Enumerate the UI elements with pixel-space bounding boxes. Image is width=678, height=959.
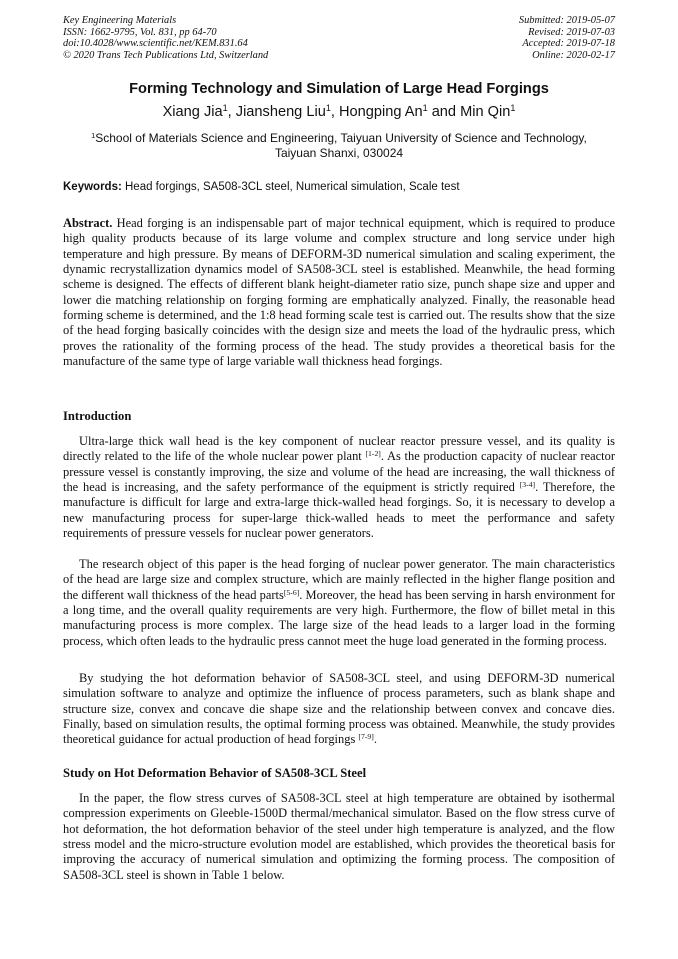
section-heading-hot-deformation: Study on Hot Deformation Behavior of SA508-3CL Steel: [63, 766, 367, 780]
author: Xiang Jia$^1$: [162, 103, 228, 120]
revised-date: Revised: 2019-07-03: [528, 26, 615, 38]
journal-info: [63, 15, 268, 61]
accepted-date: Accepted: 2019-07-18: [522, 38, 615, 50]
keywords: [63, 181, 615, 193]
submitted-date: Submitted: 2019-05-07: [518, 15, 615, 26]
citation: [7-9]: [358, 732, 374, 742]
intro-paragraph-3: By studying the hot deformation behavior of SA508-3CL steel, and using DEFORM-3D numerical simulation software to analyze and optimize the influence of process parameters, such as blank shape and structure size, convex and concave die shape size and the relationship between convex and concave dies. Finally, based on simulation results, the optimal forming process was obtained. Meanwhile, the study provides theoretical guidance for actual production of head forgings [7-9].: [63, 671, 615, 747]
copyright: © 2020 Trans Tech Publications Ltd, Switzerland: [63, 49, 269, 61]
intro-paragraph-2: The research object of this paper is the head forging of nuclear power generator. The main characteristics of the head are large size and complex structure, which are mainly reflected in the higher flange position and the different wall thickness of the head parts[5-6]. Moreover, the head has been serving in harsh environment for a long time, and the overall quality requirements are very high. Furthermore, the flow of billet metal in this manufacturing process is more complex. The large size of the head leads to a larger load in the forming process, which often leads to the hydraulic press cannot meet the huge load generated in the forming process.: [63, 557, 615, 648]
abstract: [63, 216, 615, 369]
publication-dates: [519, 15, 615, 61]
abstract-text: Head forging is an indispensable part of major technical equipment, which is required to produce high quality products because of its large volume and complex structure and long service under high temperature and high pressure. By means of DEFORM-3D numerical simulation and scaling experiment, the dynamic recrystallization dynamics model of SA508-3CL steel is established. Meanwhile, the head forming scheme is designed. The effects of different blank height-diameter ratio size, punch shape size and upper and lower die matching relationship on forging forming are emphatically analyzed. Finally, the reasonable head forming scheme is determined, and the 1:8 head forming scale test is carried out. The results show that the size of the head forging basically coincides with the design size and meets the load of the hydraulic press, which proves the rationality of the forming process of the head. The study provides a theoretical basis for the manufacture of the same type of large variable wall thickness head forgings.: [63, 216, 616, 369]
abstract-label: Abstract.: [63, 216, 113, 230]
author: Hongping An$^1$: [339, 103, 428, 120]
paper-title: Forming Technology and Simulation of Large Head Forgings: [129, 81, 549, 97]
doi: doi:10.4028/www.scientific.net/KEM.831.64: [63, 38, 248, 50]
citation: [3-4]: [519, 479, 536, 489]
keywords-label: Keywords:: [63, 181, 122, 193]
keywords-text: Head forgings, SA508-3CL steel, Numerical simulation, Scale test: [125, 181, 460, 193]
intro-paragraph-1: Ultra-large thick wall head is the key component of nuclear reactor pressure vessel, and its quality is directly related to the life of the whole nuclear power plant [1-2]. As the production capacity of nuclear reactor pressure vessel is constantly improving, the size and volume of the head are increasing, the wall thickness of the head is increasing, and the safety performance of the equipment is strictly required [3-4]. Therefore, the manufacture is difficult for large and extra-large thick-walled head forgings. So, it is necessary to develop a new manufacturing process for super-large thick-walled heads to meet the performance and safety requirements of pressure vessels for nuclear power generators.: [63, 434, 616, 541]
study-paragraph-1: In the paper, the flow stress curves of SA508-3CL steel at high temperature are obtained by isothermal compression experiments on Gleeble-1500D thermal/mechanical simulator. Based on the flow stress curve of hot deformation, the hot deformation behavior of the steel under high temperature is analyzed, and the flow stress model and the micro-structure evolution model are established, which provides the theoretical basis for improving the accuracy of numerical simulation and optimizing the forming process. The composition of SA508-3CL steel is shown in Table 1 below.: [63, 791, 615, 882]
introduction-heading: Introduction: [63, 409, 132, 423]
citation: [1-2]: [365, 449, 381, 459]
author: Jiansheng Liu$^1$: [235, 103, 331, 120]
author: Min Qin$^1$: [460, 103, 516, 120]
affiliation: $^1$School of Materials Science and Engineering, Taiyuan University of Science and Technology, Taiyuan Shanxi, 030024: [91, 130, 587, 160]
online-date: Online: 2020-02-17: [532, 49, 615, 61]
journal-name: Key Engineering Materials: [63, 15, 177, 26]
author-list: Xiang Jia$^1$, Jiansheng Liu$^1$, Hongping An$^1$ and Min Qin$^1$: [162, 103, 516, 120]
citation: [5-6]: [283, 587, 300, 597]
issn: ISSN: 1662-9795, Vol. 831, pp 64-70: [63, 26, 217, 38]
